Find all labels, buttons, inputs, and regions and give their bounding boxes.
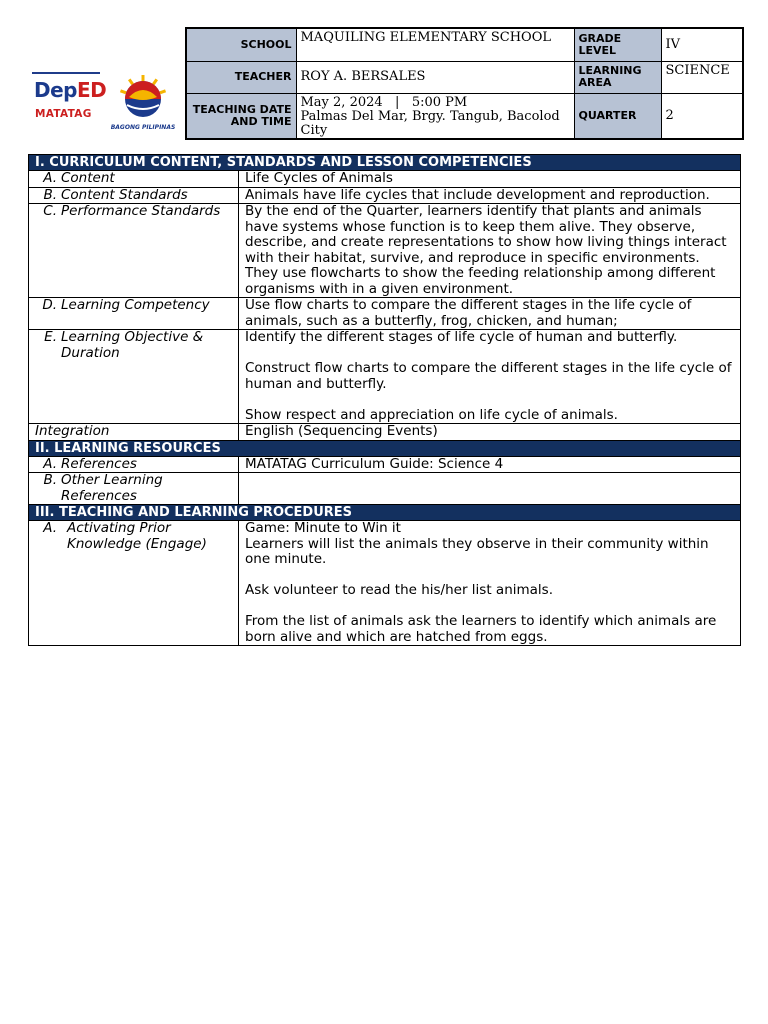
table-row: E. Learning Objective & Duration Identify the different stages of life cycle of human and butterfly. Construct flow charts to compare the different stages in the life cycle of human and butterfly. Show respect and appreciation on life cycle of animals. bbox=[29, 330, 741, 424]
row-value: By the end of the Quarter, learners identify that plants and animals have systems whose function is to keep them alive. They observe, describe, and create representations to show how living things interact with their habitat, survive, and reproduce in specific environments. They use flowcharts to show the feeding relationship among different organisms with in a given environment. bbox=[245, 203, 727, 297]
grade-level-value: IV bbox=[661, 28, 743, 61]
grade-level-label: GRADE LEVEL bbox=[574, 28, 661, 61]
row-label: Content Standards bbox=[61, 186, 188, 203]
table-row: D. Learning Competency Use flow charts to compare the different stages in the life cycle of animals, such as a butterfly, frog, chicken, and human; bbox=[29, 298, 741, 330]
row-label: Other Learning References bbox=[61, 472, 163, 504]
section-title-resources: II. LEARNING RESOURCES bbox=[29, 440, 741, 456]
quarter-value: 2 bbox=[661, 93, 743, 139]
row-value: MATATAG Curriculum Guide: Science 4 bbox=[239, 456, 741, 473]
row-value: Life Cycles of Animals bbox=[245, 170, 393, 186]
row-label: Activating Prior Knowledge (Engage) bbox=[67, 520, 207, 552]
procedure-line-3: Ask volunteer to read the his/her list animals. bbox=[245, 582, 554, 598]
bagong-pilipinas-logo: BAGONG PILIPINAS bbox=[110, 72, 176, 134]
learning-area-value: SCIENCE bbox=[661, 61, 743, 93]
lesson-plan-table bbox=[28, 154, 741, 646]
learning-area-label: LEARNING AREA bbox=[574, 61, 661, 93]
logo-area bbox=[30, 70, 180, 136]
section-header bbox=[29, 505, 741, 521]
date-time: May 2, 2024 | 5:00 PM bbox=[300, 94, 468, 110]
objective-2: Construct flow charts to compare the different stages in the life cycle of human and butterfly. bbox=[245, 360, 732, 392]
row-label: Performance Standards bbox=[61, 203, 221, 219]
row-label: Content bbox=[61, 170, 115, 186]
matatag-wordmark: MATATAG bbox=[35, 108, 92, 120]
section-title-curriculum: I. CURRICULUM CONTENT, STANDARDS AND LESSON COMPETENCIES bbox=[29, 155, 741, 171]
header-info-table bbox=[185, 27, 744, 140]
row-label: Learning Objective & Duration bbox=[61, 329, 204, 361]
section-title-procedures: III. TEACHING AND LEARNING PROCEDURES bbox=[29, 505, 741, 521]
school-value: MAQUILING ELEMENTARY SCHOOL bbox=[296, 28, 574, 61]
table-row: A. Activating Prior Knowledge (Engage) Game: Minute to Win it Learners will list the animals they observe in their community within one minute. Ask volunteer to read the his/her list animals. From the list of animals ask the learners to identify which animals are born alive and which are hatched from eggs. bbox=[29, 521, 741, 646]
procedure-line-4: From the list of animals ask the learners to identify which animals are born alive and which are hatched from eggs. bbox=[245, 613, 717, 645]
table-row: B. Other Learning References bbox=[29, 473, 741, 505]
school-label: SCHOOL bbox=[186, 28, 296, 61]
row-label: References bbox=[61, 455, 137, 472]
location: Palmas Del Mar, Brgy. Tangub, Bacolod City bbox=[300, 108, 560, 138]
integration-label: Integration bbox=[29, 424, 239, 441]
table-row: A. References MATATAG Curriculum Guide: Science 4 bbox=[29, 456, 741, 473]
integration-value: English (Sequencing Events) bbox=[239, 424, 741, 441]
objective-1: Identify the different stages of life cycle of human and butterfly. bbox=[245, 329, 678, 345]
table-row: C. Performance Standards By the end of the Quarter, learners identify that plants and animals have systems whose function is to keep them alive. They observe, describe, and create representations to show how living things interact with their habitat, survive, and reproduce in specific environments. They use flowcharts to show the feeding relationship among different organisms with in a given environment. bbox=[29, 204, 741, 298]
table-row bbox=[29, 424, 741, 441]
row-label: Learning Competency bbox=[61, 297, 210, 313]
procedure-line-2: Learners will list the animals they observe in their community within one minute. bbox=[245, 535, 709, 567]
teacher-value: ROY A. BERSALES bbox=[296, 61, 574, 93]
procedure-line-1: Game: Minute to Win it bbox=[245, 520, 401, 536]
teaching-date-label: TEACHING DATE AND TIME bbox=[186, 93, 296, 139]
section-header bbox=[29, 440, 741, 456]
quarter-label: QUARTER bbox=[574, 93, 661, 139]
row-value: Use flow charts to compare the different stages in the life cycle of animals, such as a butterfly, frog, chicken, and human; bbox=[245, 297, 692, 329]
table-row: B. Content Standards Animals have life cycles that include development and reproduction. bbox=[29, 187, 741, 204]
teaching-date-value bbox=[296, 93, 574, 139]
objective-3: Show respect and appreciation on life cycle of animals. bbox=[245, 406, 618, 423]
section-header bbox=[29, 155, 741, 171]
row-value: Animals have life cycles that include development and reproduction. bbox=[245, 186, 710, 203]
row-value bbox=[239, 473, 741, 505]
table-row: A. Content Life Cycles of Animals bbox=[29, 171, 741, 188]
deped-logo: DepED MATATAG bbox=[32, 70, 104, 132]
teacher-label: TEACHER bbox=[186, 61, 296, 93]
